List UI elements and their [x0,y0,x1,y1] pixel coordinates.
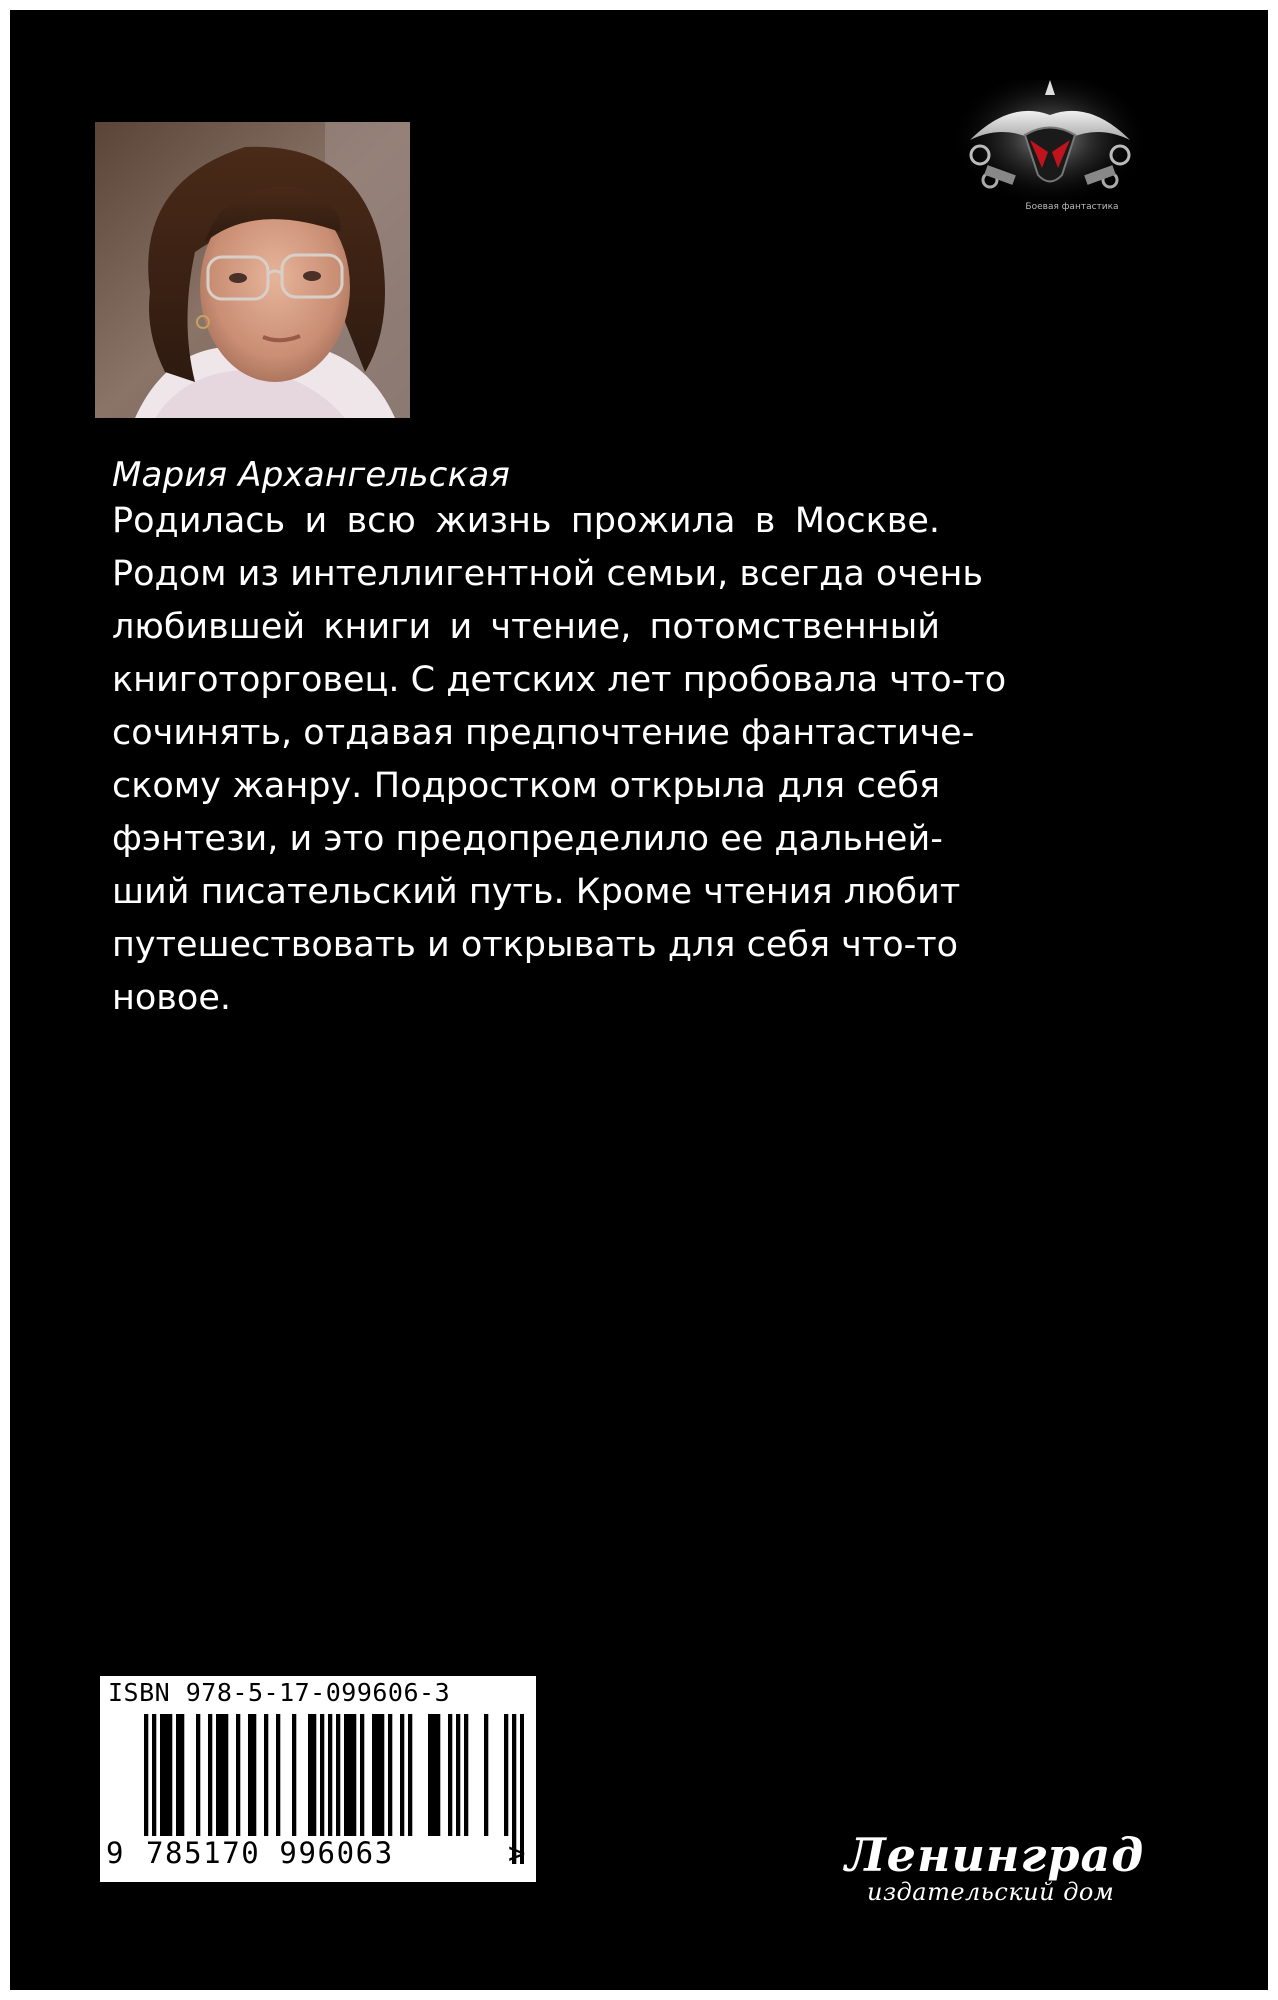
barcode-bar [220,1714,224,1836]
barcode-bar [436,1714,440,1836]
author-photo [95,122,410,418]
bio-line: скому жанру. Подростком открыла для себя [112,766,940,806]
author-portrait-image [95,122,410,418]
ean-lead-digit: 9 [106,1836,124,1870]
barcode-bar [208,1714,212,1836]
barcode-bar [372,1714,376,1836]
barcode-bar [196,1714,200,1836]
bio-line: путешествовать и открывать для себя что-то [112,925,959,965]
barcode-bar [360,1714,364,1836]
bio-line: любившей книги и чтение, потомственный [112,607,940,647]
bio-line: Родом из интеллигентной семьи, всегда очень [112,554,984,594]
barcode-bar [252,1714,256,1836]
barcode-bar [224,1714,228,1836]
barcode-bar [428,1714,432,1836]
barcode-bar [308,1714,312,1836]
barcode-bar [352,1714,356,1836]
barcode-bar [484,1714,488,1836]
barcode-bar [344,1714,348,1836]
author-biography [112,495,1007,1025]
barcode-bar [408,1714,412,1836]
barcode-bar [276,1714,280,1836]
barcode-bar [504,1714,508,1836]
bio-line: книготорговец. С детских лет пробовала что-то [112,660,1007,700]
barcode-bar [176,1714,180,1836]
barcode-bar [448,1714,452,1836]
bio-line: сочинять, отдавая предпочтение фантастиче- [112,713,975,753]
barcode-bar [388,1714,392,1836]
barcode-bar [320,1714,324,1836]
barcode-bar [400,1714,404,1836]
barcode-bar [160,1714,164,1836]
barcode-bar [216,1714,220,1836]
ean-quiet-zone-marker: > [508,1836,526,1870]
barcode-bar [236,1714,240,1836]
ean-digits: 785170 996063 [146,1836,394,1870]
barcode-bar [348,1714,352,1836]
barcode-bar [464,1714,468,1836]
barcode-bar [456,1714,460,1836]
barcode-bar [168,1714,172,1836]
barcode-bar [312,1714,316,1836]
series-emblem-caption: Боевая фантастика [1025,202,1119,212]
publisher-name: Ленинград [845,1828,1145,1882]
publisher-logo [845,1828,1165,1908]
bio-line: ший писательский путь. Кроме чтения любит [112,872,961,912]
bio-line: Родилась и всю жизнь прожила в Москве. [112,501,940,541]
publisher-subtitle: издательский дом [867,1878,1115,1906]
barcode-bar [264,1714,268,1836]
author-name: Мария Архангельская [112,455,511,495]
barcode-bar [432,1714,436,1836]
bio-line: фэнтези, и это предопределило ее дальней- [112,819,943,859]
barcode-bar [376,1714,380,1836]
barcode-bar [164,1714,168,1836]
barcode-bar [380,1714,384,1836]
barcode-bar [180,1714,184,1836]
barcode-bar [292,1714,296,1836]
isbn-number: ISBN 978-5-17-099606-3 [108,1678,451,1707]
bio-line: новое. [112,978,231,1018]
isbn-barcode [100,1676,536,1882]
barcode-bar [248,1714,252,1836]
